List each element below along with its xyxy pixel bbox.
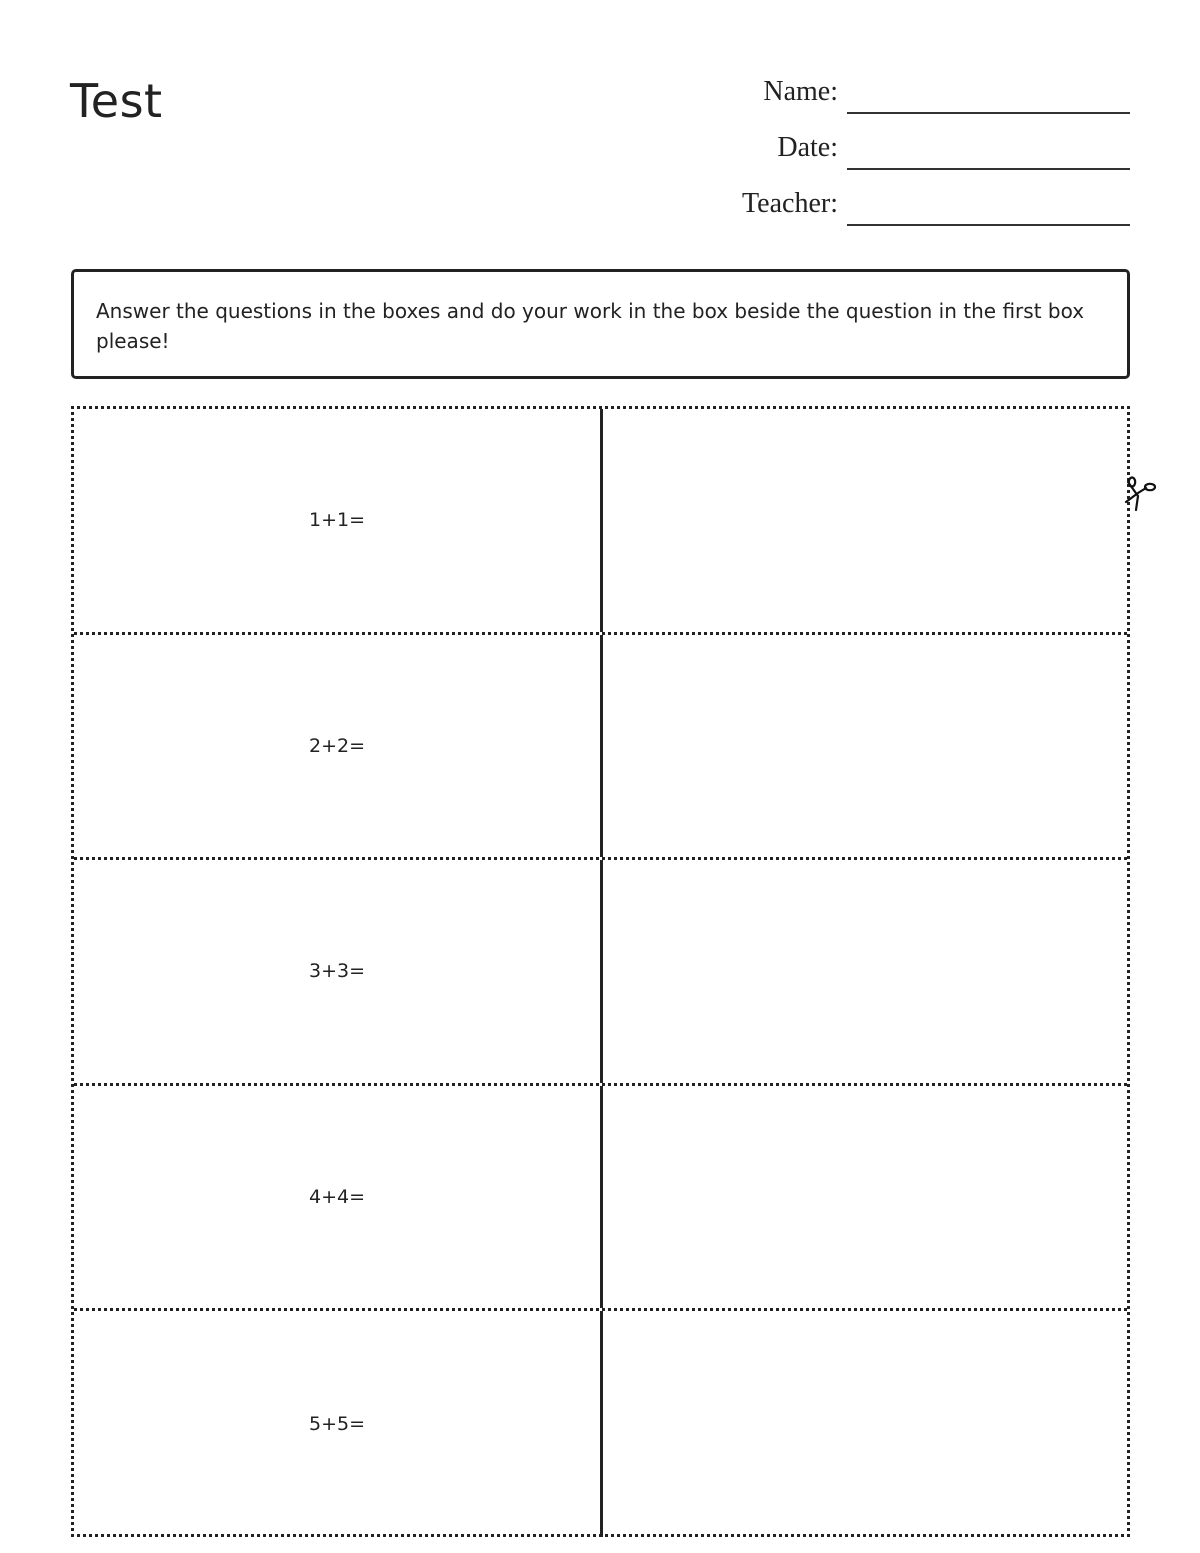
question-row bbox=[74, 860, 1127, 1086]
page-title: Test bbox=[70, 74, 163, 128]
question-cell bbox=[74, 409, 603, 632]
question-text: 3+3= bbox=[308, 960, 366, 983]
instructions-box: Answer the questions in the boxes and do your work in the box beside the question in the first box please! bbox=[71, 269, 1130, 379]
name-field-row bbox=[700, 74, 1130, 130]
work-area[interactable] bbox=[603, 409, 1127, 632]
question-text: 2+2= bbox=[308, 734, 366, 757]
question-row bbox=[74, 1311, 1127, 1537]
work-area[interactable] bbox=[603, 1311, 1127, 1537]
student-info-fields bbox=[700, 74, 1130, 242]
work-area[interactable] bbox=[603, 860, 1127, 1083]
date-blank-line[interactable] bbox=[847, 168, 1130, 170]
question-row bbox=[74, 409, 1127, 635]
teacher-blank-line[interactable] bbox=[847, 224, 1130, 226]
date-field-row bbox=[700, 130, 1130, 186]
name-blank-line[interactable] bbox=[847, 112, 1130, 114]
question-row bbox=[74, 635, 1127, 861]
question-cell bbox=[74, 1086, 603, 1309]
question-text: 5+5= bbox=[308, 1412, 366, 1435]
question-text: 4+4= bbox=[308, 1185, 366, 1208]
question-table bbox=[71, 406, 1130, 1537]
work-area[interactable] bbox=[603, 1086, 1127, 1309]
name-label: Name: bbox=[763, 76, 838, 107]
work-area[interactable] bbox=[603, 635, 1127, 858]
question-text: 1+1= bbox=[308, 509, 366, 532]
teacher-label: Teacher: bbox=[742, 188, 838, 219]
question-row bbox=[74, 1086, 1127, 1312]
question-cell bbox=[74, 1311, 603, 1537]
date-label: Date: bbox=[777, 132, 838, 163]
teacher-field-row bbox=[700, 186, 1130, 242]
question-cell bbox=[74, 635, 603, 858]
scissors-icon bbox=[1122, 476, 1158, 512]
question-cell bbox=[74, 860, 603, 1083]
